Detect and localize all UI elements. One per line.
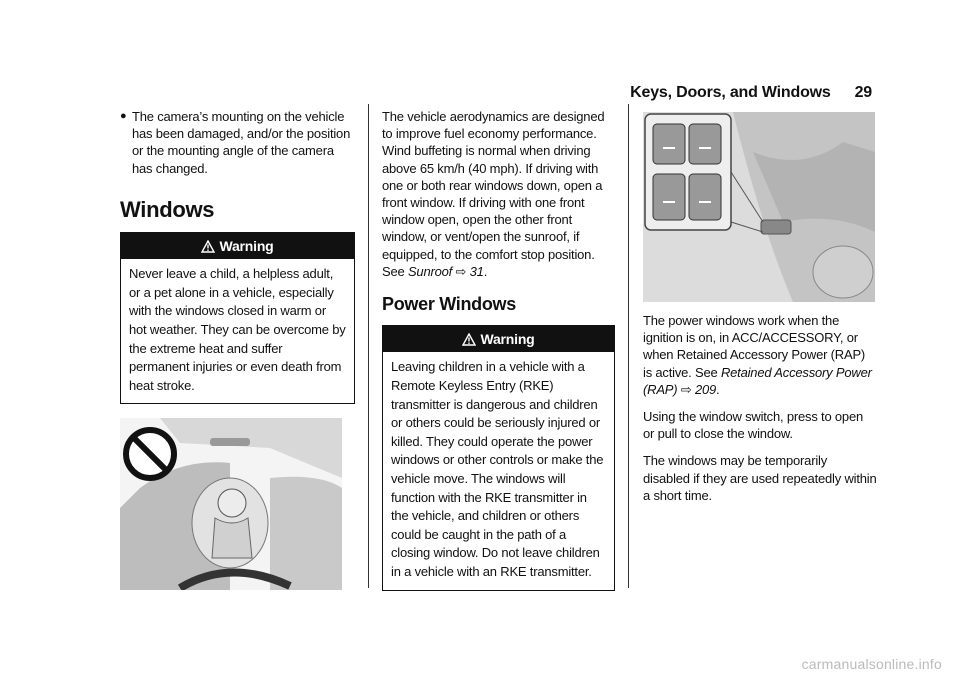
- window-switch-illustration: [643, 112, 875, 302]
- warning-triangle-icon: [462, 333, 476, 346]
- column-2: [382, 108, 615, 605]
- warning-title: Warning: [480, 331, 535, 348]
- warning-title: Warning: [219, 238, 274, 255]
- child-in-car-illustration: [120, 418, 342, 590]
- aerodynamics-paragraph: The vehicle aerodynamics are designed to improve fuel economy performance. Wind buffeting is normal when driving above 65 km/h (40 mph). If driving with one or both rear windows down, open a front window. If driving with one front window open, open the other front window, or vent/open the sunroof, if equipped, to the comfort stop position. See Sunroof ⇨ 31.: [382, 109, 605, 279]
- section-title: Keys, Doors, and Windows: [630, 84, 831, 101]
- page-number: 29: [854, 84, 872, 101]
- warning-text: Leaving children in a vehicle with a Remote Keyless Entry (RKE) transmitter is dangerous and children or others could be seriously injured or killed. They could operate the power windows or other controls or make the vehicle move. The windows will function with the RKE transmitter in the vehicle, and children or others could be caught in the path of a closing window. Do not leave children in a vehicle with an RKE transmitter.: [391, 359, 604, 579]
- page-ref-arrow-icon: ⇨: [680, 381, 692, 397]
- warning-box: [120, 232, 355, 404]
- warning-triangle-icon: [201, 240, 215, 253]
- section-heading: Windows: [120, 196, 215, 222]
- paragraph-text: The vehicle aerodynamics are designed to improve fuel economy performance. Wind buffeting is normal when driving above 65 km/h (40 mph). If driving with one or both rear windows down, open a front window. If driving with one front window open, open the other front window, or vent/open the sunroof, if equipped, to the comfort stop position. See: [382, 109, 605, 279]
- running-header: [630, 84, 872, 102]
- column-3: [643, 112, 877, 514]
- warning-header: [383, 326, 614, 352]
- warning-box: [382, 325, 615, 590]
- warning-header: [121, 233, 354, 259]
- disabled-paragraph: The windows may be temporarily disabled if they are used repeatedly within a short time.: [643, 453, 877, 503]
- page-ref-arrow-icon: ⇨: [455, 263, 467, 279]
- sunroof-link[interactable]: Sunroof: [407, 263, 453, 279]
- column-divider: [628, 104, 629, 588]
- bullet-icon: ●: [120, 110, 127, 122]
- paragraph-text: The power windows work when the ignition is on, in ACC/ACCESSORY, or when Retained Accessory Power (RAP) is active. See: [643, 313, 866, 380]
- page-ref[interactable]: 209: [694, 381, 717, 397]
- bullet-text: The camera’s mounting on the vehicle has been damaged, and/or the position or the mounting angle of the camera has changed.: [132, 109, 351, 176]
- switch-paragraph: Using the window switch, press to open or pull to close the window.: [643, 409, 864, 442]
- column-1: [120, 108, 355, 590]
- power-windows-paragraph: The power windows work when the ignition is on, in ACC/ACCESSORY, or when Retained Accessory Power (RAP) is active. See Retained Accessory Power (RAP) ⇨ 209.: [643, 313, 872, 397]
- watermark: carmanualsonline.info: [801, 656, 942, 672]
- column-divider: [368, 104, 369, 588]
- rap-link[interactable]: Retained Accessory Power (RAP): [643, 364, 872, 397]
- page-ref[interactable]: 31: [469, 263, 484, 279]
- subsection-heading: Power Windows: [382, 294, 516, 315]
- warning-text: Never leave a child, a helpless adult, or a pet alone in a vehicle, especially with the windows closed in warm or hot weather. They can be overcome by the extreme heat and suffer permanent injuries or even death from heat stroke.: [129, 266, 346, 393]
- bullet-item: [120, 108, 355, 177]
